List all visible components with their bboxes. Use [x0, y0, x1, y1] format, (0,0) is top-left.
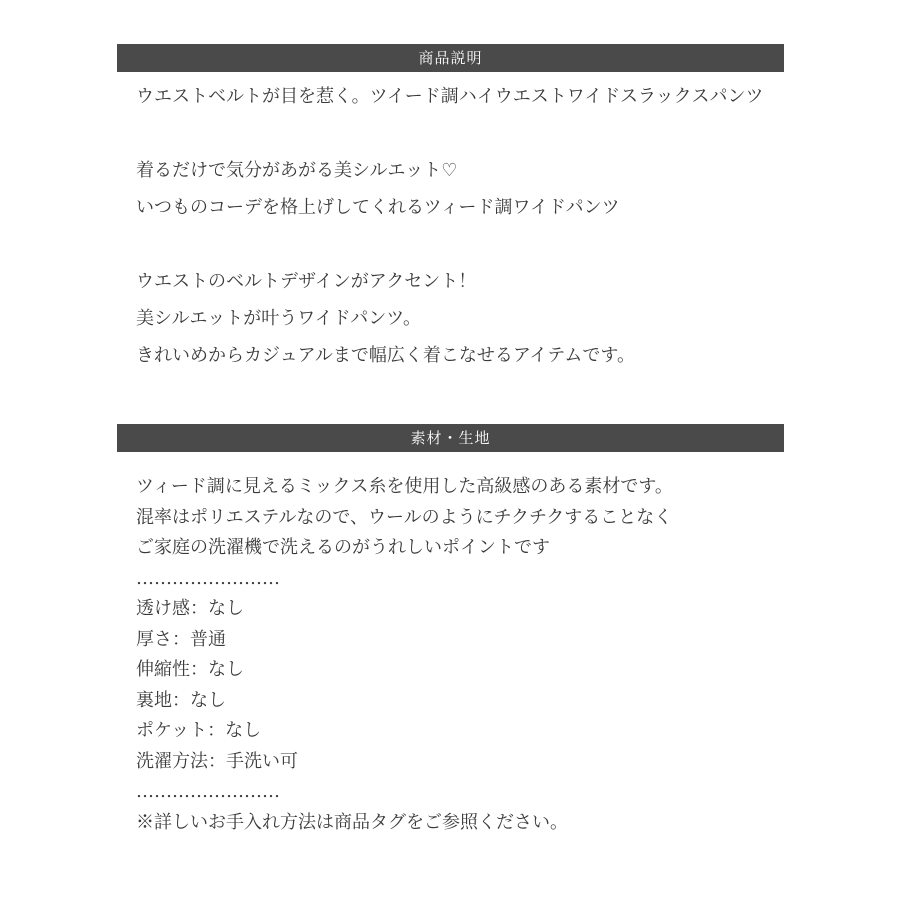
spec-stretch: 伸縮性：なし — [136, 659, 244, 680]
spec-washing: 洗濯方法：手洗い可 — [136, 750, 298, 772]
dotted-divider-1: …………………… — [136, 567, 280, 589]
description-line-7: 美シルエットが叶うワイドパンツ。 — [136, 308, 422, 329]
spec-lining: 裏地：なし — [136, 689, 226, 711]
description-line-1: ウエストベルトが目を惹く。ツイード調ハイウエストワイドスラックスパンツ — [136, 86, 764, 107]
description-line-8: きれいめからカジュアルまで幅広く着こなせるアイテムです。 — [136, 345, 635, 366]
description-line-6: ウエストのベルトデザインがアクセント！ — [136, 271, 477, 292]
care-note: ※詳しいお手入れ方法は商品タグをご参照ください。 — [136, 811, 568, 833]
spec-thickness: 厚さ：普通 — [136, 628, 226, 650]
section-header-description: 商品説明 — [117, 44, 784, 72]
material-line-2: 混率はポリエステルなので、ウールのようにチクチクすることなく — [136, 506, 673, 528]
description-line-3: 着るだけで気分があがる美シルエット♡ — [136, 160, 458, 181]
section-header-material: 素材・生地 — [117, 424, 784, 452]
description-line-4: いつものコーデを格上げしてくれるツィード調ワイドパンツ — [136, 197, 620, 218]
description-spacer-2 — [136, 226, 776, 263]
spec-pocket: ポケット：なし — [136, 720, 262, 741]
description-spacer-1 — [136, 115, 776, 152]
material-block — [136, 472, 776, 838]
material-line-1: ツィード調に見えるミックス糸を使用した高級感のある素材です。 — [136, 476, 673, 497]
material-line-3: ご家庭の洗濯機で洗えるのがうれしいポイントです — [136, 537, 550, 558]
dotted-divider-2: …………………… — [136, 781, 280, 802]
spec-transparency: 透け感：なし — [136, 598, 244, 619]
description-block — [136, 78, 776, 374]
